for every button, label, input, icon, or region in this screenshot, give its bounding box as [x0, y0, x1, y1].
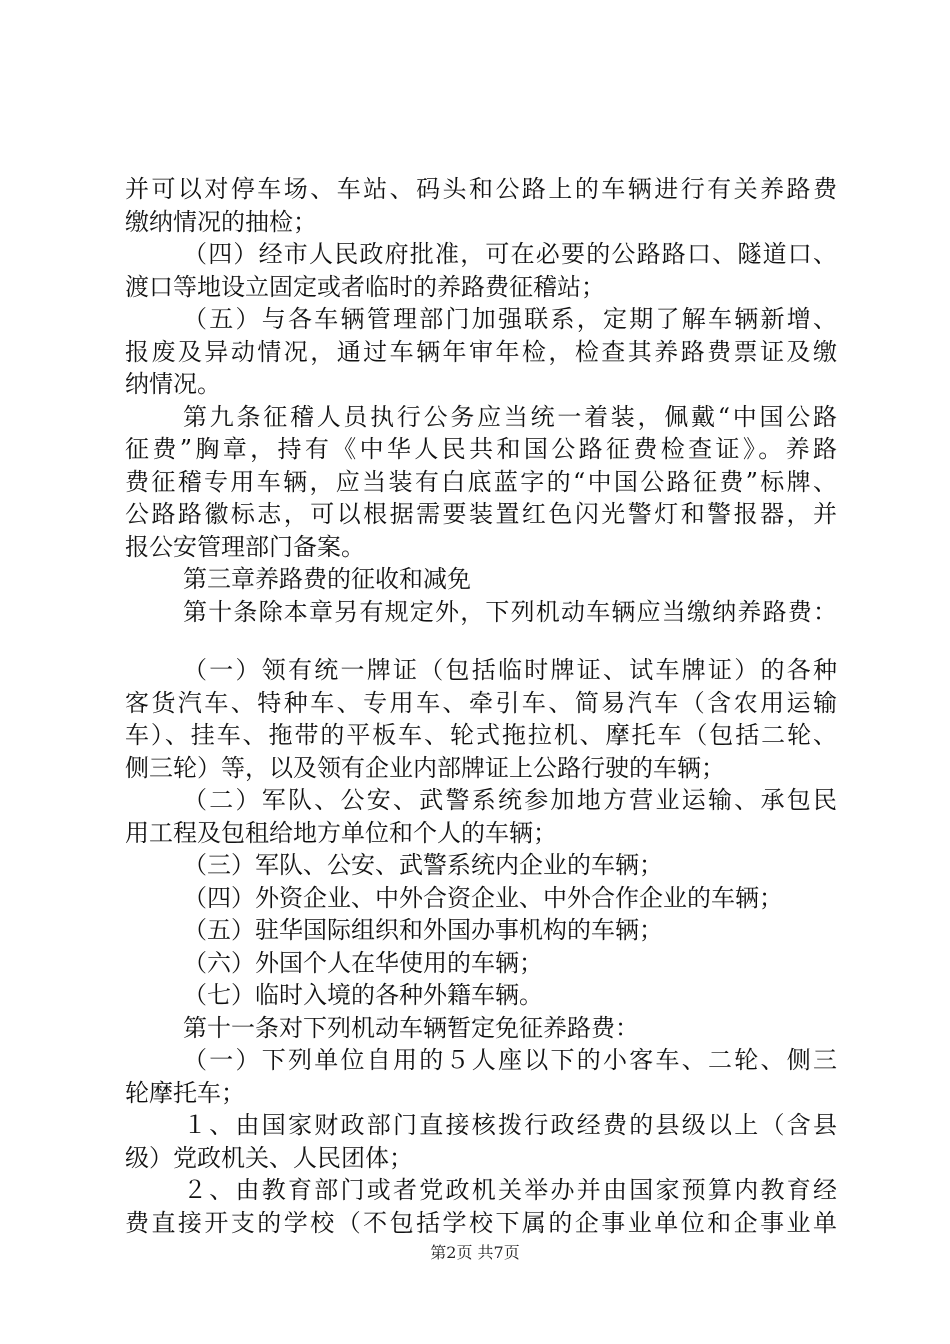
text-line: 渡口等地设立固定或者临时的养路费征稽站；	[125, 272, 605, 301]
text-line: 第九条征稽人员执行公务应当统一着装，佩戴“中国公路	[183, 402, 837, 431]
text-line: 费征稽专用车辆，应当装有白底蓝字的“中国公路征费”标牌、	[125, 467, 837, 496]
text-line: （五）与各车辆管理部门加强联系，定期了解车辆新增、	[183, 305, 837, 333]
text-line: 级）党政机关、人民团体；	[125, 1143, 413, 1172]
text-line: 车）、挂车、拖带的平板车、轮式拖拉机、摩托车（包括二轮、	[125, 721, 837, 749]
text-line: 轮摩托车；	[125, 1078, 245, 1107]
text-line: （三）军队、公安、武警系统内企业的车辆；	[183, 851, 663, 879]
text-line: （一）下列单位自用的５人座以下的小客车、二轮、侧三	[183, 1046, 837, 1074]
text-line: 侧三轮）等，以及领有企业内部牌证上公路行驶的车辆；	[125, 753, 725, 782]
text-line: （四）外资企业、中外合资企业、中外合作企业的车辆；	[183, 883, 783, 912]
text-line: （五）驻华国际组织和外国办事机构的车辆；	[183, 916, 663, 944]
text-line: 报废及异动情况，通过车辆年审年检，检查其养路费票证及缴	[125, 337, 837, 366]
text-line: 并可以对停车场、车站、码头和公路上的车辆进行有关养路费	[125, 175, 837, 203]
text-line: 第十一条对下列机动车辆暂定免征养路费：	[183, 1013, 639, 1042]
text-line: 报公安管理部门备案。	[125, 532, 365, 561]
text-line: 用工程及包租给地方单位和个人的车辆；	[125, 818, 557, 847]
text-line: 缴纳情况的抽检；	[125, 207, 317, 236]
text-line: 第十条除本章另有规定外，下列机动车辆应当缴纳养路费：	[183, 597, 837, 626]
text-line: ２、由教育部门或者党政机关举办并由国家预算内教育经	[183, 1176, 837, 1204]
text-line: 征费”胸章，持有《中华人民共和国公路征费检查证》。养路	[125, 435, 837, 463]
page-number: 第2页 共7页	[430, 1243, 520, 1262]
blank-line	[125, 628, 837, 654]
chapter-heading: 第三章养路费的征收和减免	[183, 565, 471, 593]
text-line: （二）军队、公安、武警系统参加地方营业运输、承包民	[183, 786, 837, 814]
text-line: （四）经市人民政府批准，可在必要的公路路口、隧道口、	[183, 240, 837, 268]
text-line: 费直接开支的学校（不包括学校下属的企事业单位和企事业单	[125, 1208, 837, 1237]
text-line: 纳情况。	[125, 370, 221, 398]
text-line: １、由国家财政部门直接核拨行政经费的县级以上（含县	[183, 1111, 837, 1139]
text-line: （七）临时入境的各种外籍车辆。	[183, 981, 543, 1009]
document-body	[125, 173, 837, 1239]
text-line: 客货汽车、特种车、专用车、牵引车、简易汽车（含农用运输	[125, 688, 837, 717]
text-line: 公路路徽标志，可以根据需要装置红色闪光警灯和警报器，并	[125, 500, 837, 528]
text-line: （一）领有统一牌证（包括临时牌证、试车牌证）的各种	[183, 656, 837, 684]
text-line: （六）外国个人在华使用的车辆；	[183, 948, 543, 977]
